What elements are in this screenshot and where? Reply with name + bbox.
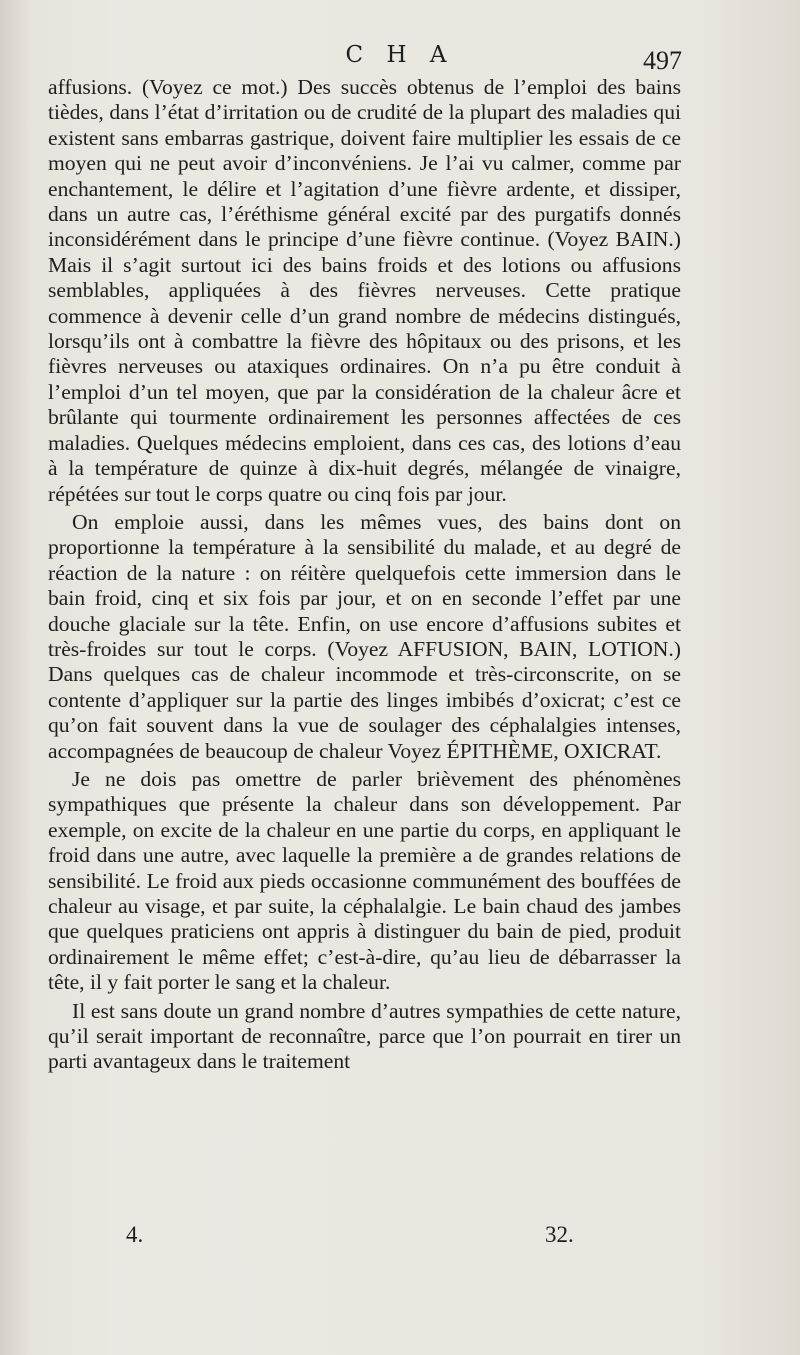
gathering-signature: 32. — [545, 1222, 574, 1247]
paragraph-2: On emploie aussi, dans les mêmes vues, des bains dont on proportionne la température à la sensibilité du malade, et au degré de réaction de la nature : on réitère quelquefois cette immersion dans le bain froid, cinq et six fois par jour, et on en seconde l’effet par une douche glaciale sur la tête. Enfin, on use encore d’affusions subites et très-froides sur tout le corps. (Voyez AFFUSION, BAIN, LOTION.) Dans quelques cas de chaleur incommode et très-circonscrite, on se contente d’appliquer sur la partie des linges imbibés d’oxicrat; c’est ce qu’on fait souvent dans la vue de soulager des céphalalgies intenses, accompagnées de beaucoup de chaleur Voyez ÉPITHÈME, OXICRAT. — [48, 509, 681, 763]
body-text — [48, 75, 681, 1075]
page-footer — [0, 1222, 800, 1252]
running-title: C H A — [345, 42, 455, 68]
paragraph-3: Je ne dois pas omettre de parler brièvement des phénomènes sympathiques que présente la chaleur dans son développement. Par exemple, on excite de la chaleur en une partie du corps, en appliquant le froid dans une autre, avec laquelle la première a de grandes relations de sensibilité. Le froid aux pieds occasionne communément des bouffées de chaleur au visage, et par suite, la céphalalgie. Le bain chaud des jambes que quelques praticiens ont appris à distinguer du bain de pied, produit ordinairement le même effet; c’est-à-dire, qu’au lieu de débarrasser la tête, il y fait porter le sang et la chaleur. — [48, 766, 681, 995]
page-number: 497 — [643, 46, 682, 75]
running-head — [0, 42, 800, 75]
paragraph-4: Il est sans doute un grand nombre d’autres sympathies de cette nature, qu’il serait important de reconnaître, parce que l’on pourrait en tirer un parti avantageux dans le traitement — [48, 998, 681, 1074]
volume-signature: 4. — [126, 1222, 144, 1247]
paragraph-1: affusions. (Voyez ce mot.) Des succès obtenus de l’emploi des bains tièdes, dans l’état d’irritation ou de crudité de la plupart des maladies qui existent sans embarras gastrique, doivent faire multiplier les essais de ce moyen qui ne peut avoir d’inconvéniens. Je l’ai vu calmer, comme par enchantement, le délire et l’agitation d’une fièvre ardente, et dissiper, dans un autre cas, l’éréthisme général excité par des purgatifs donnés inconsidérément dans le principe d’une fièvre continue. (Voyez BAIN.) Mais il s’agit surtout ici des bains froids et des lotions ou affusions semblables, appliquées à des fièvres nerveuses. Cette pratique commence à devenir celle d’un grand nombre de médecins distingués, lorsqu’ils ont à combattre la fièvre des hôpitaux ou des prisons, et les fièvres nerveuses ou ataxiques ordinaires. On n’a pu être conduit à l’emploi d’un tel moyen, que par la considération de la chaleur âcre et brûlante qui tourmente ordinairement les personnes affectées de ces maladies. Quelques médecins emploient, dans ces cas, des lotions d’eau à la température de quinze à dix-huit degrés, mélangée de vinaigre, répétées sur tout le corps quatre ou cinq fois par jour. — [48, 75, 681, 506]
